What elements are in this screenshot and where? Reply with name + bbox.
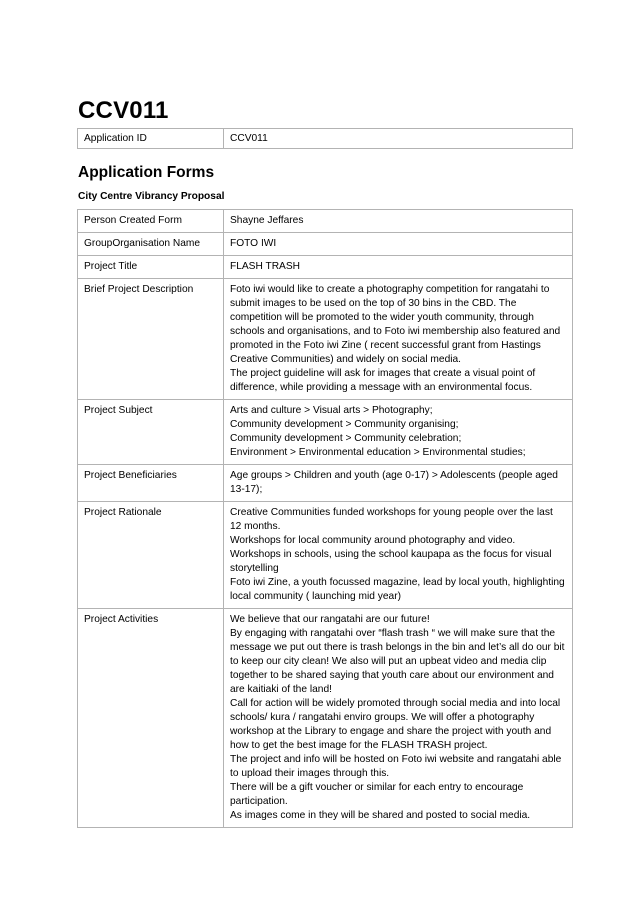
application-id-label: Application ID	[78, 129, 224, 149]
row-value: Age groups > Children and youth (age 0-17) > Adolescents (people aged 13-17);	[224, 465, 573, 502]
form-subtitle: City Centre Vibrancy Proposal	[78, 191, 225, 202]
table-row	[78, 400, 573, 465]
row-value: We believe that our rangatahi are our future! By engaging with rangatahi over “flash trash “ we will make sure that the message we put out there is trash belongs in the bin and let’s all do our bit to keep our city clean! We also will put an upbeat video and media clip together to be shared saying that youth care about our environment and are kaitiaki of the land! Call for action will be widely promoted through social media and into local schools/ kura / rangatahi enviro groups. We will offer a photography workshop at the Library to engage and share the project with youth and how to get the best image for the FLASH TRASH project. The project and info will be hosted on Foto iwi website and rangatahi able to upload their images through this. There will be a gift voucher or similar for each entry to encourage participation. As images come in they will be shared and posted to social media.	[224, 609, 573, 828]
application-id-table	[77, 128, 573, 149]
row-value: Shayne Jeffares	[224, 210, 573, 233]
table-row	[78, 129, 573, 149]
row-value: FOTO IWI	[224, 233, 573, 256]
table-row	[78, 502, 573, 609]
document-title: CCV011	[78, 97, 169, 124]
row-value: Foto iwi would like to create a photography competition for rangatahi to submit images to be used on the top of 30 bins in the CBD. The competition will be promoted to the wider youth community, through schools and organisations, and to Foto iwi membership also featured and promoted in the Foto iwi Zine ( recent successful grant from Hastings Creative Communities) and widely on social media. The project guideline will ask for images that create a visual point of difference, while providing a message with an environmental focus.	[224, 279, 573, 400]
row-value: FLASH TRASH	[224, 256, 573, 279]
row-value: Creative Communities funded workshops for young people over the last 12 months. Workshops for local community around photography and video. Workshops in schools, using the school kaupapa as the focus for visual storytelling Foto iwi Zine, a youth focussed magazine, lead by local youth, highlighting local community ( launching mid year)	[224, 502, 573, 609]
application-form-table	[77, 209, 573, 828]
table-row	[78, 233, 573, 256]
row-label: Person Created Form	[78, 210, 224, 233]
row-value: Arts and culture > Visual arts > Photography; Community development > Community organising; Community development > Community celebration; Environment > Environmental education > Environmental studies;	[224, 400, 573, 465]
table-row	[78, 210, 573, 233]
row-label: Project Activities	[78, 609, 224, 828]
row-label: Project Title	[78, 256, 224, 279]
table-row	[78, 279, 573, 400]
row-label: Project Subject	[78, 400, 224, 465]
table-row	[78, 609, 573, 828]
row-label: Project Rationale	[78, 502, 224, 609]
row-label: Brief Project Description	[78, 279, 224, 400]
section-title: Application Forms	[78, 164, 215, 181]
row-label: GroupOrganisation Name	[78, 233, 224, 256]
table-row	[78, 465, 573, 502]
application-id-value: CCV011	[224, 129, 573, 149]
row-label: Project Beneficiaries	[78, 465, 224, 502]
table-row	[78, 256, 573, 279]
